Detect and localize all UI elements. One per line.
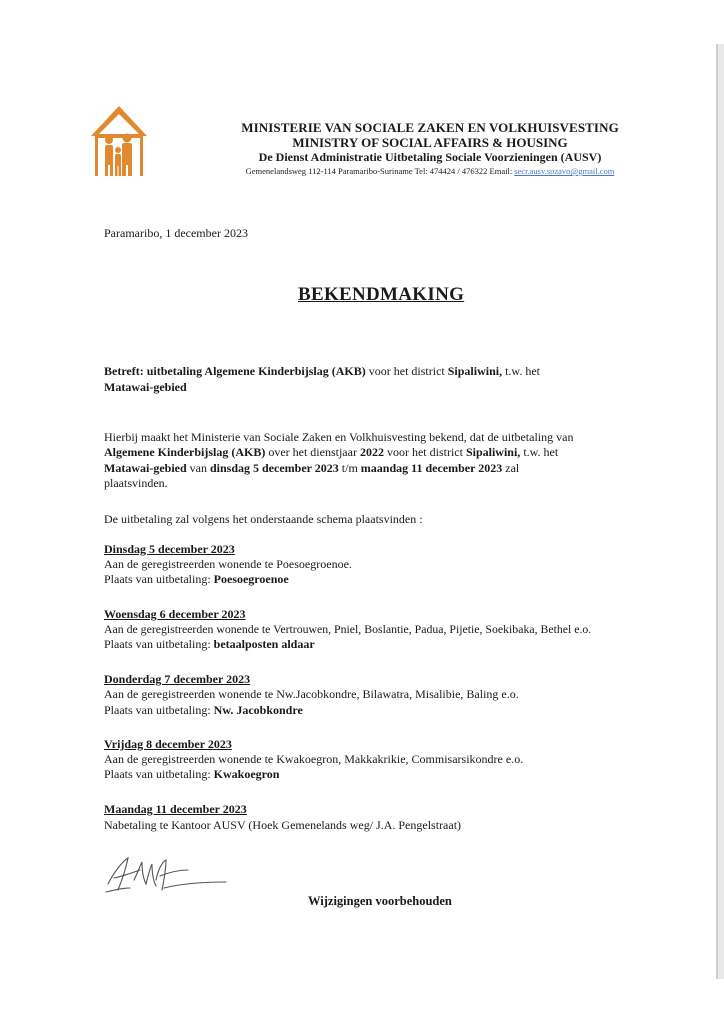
- subject-line-2: [104, 380, 187, 395]
- subject-bold-1: Betreft: uitbetaling Algemene Kinderbijslag (AKB): [104, 364, 366, 378]
- footer-note: Wijzigingen voorbehouden: [308, 894, 452, 908]
- intro-line-1: Hierbij maakt het Ministerie van Sociale Zaken en Volkhuisvesting bekend, dat de uitbetaling van: [104, 430, 574, 444]
- intro-bold-start-date: dinsdag 5 december 2023: [209, 461, 339, 475]
- intro-text-b: voor het district: [383, 445, 466, 459]
- address-line: [150, 165, 710, 177]
- subject-line-1: [104, 364, 540, 379]
- signature-image: [100, 850, 230, 898]
- schedule-line: Nabetaling te Kantoor AUSV (Hoek Gemenelands weg/ J.A. Pengelstraat): [104, 818, 462, 832]
- subject-text-2: t.w. het: [502, 364, 540, 378]
- place-value: Poesoegroenoe: [213, 572, 289, 586]
- place-value: betaalposten aldaar: [213, 637, 315, 651]
- intro-text-c: t.w. het: [520, 445, 559, 459]
- intro-bold-akb: Algemene Kinderbijslag (AKB): [104, 445, 266, 459]
- intro-line-3: [104, 461, 519, 476]
- letterhead: [150, 120, 710, 177]
- intro-bold-area: Matawai-gebied: [104, 461, 187, 475]
- intro-text-e: t/m: [338, 461, 361, 475]
- schedule-line: Aan de geregistreerden wonende te Kwakoegron, Makkakrikie, Commisarsikondre e.o.: [104, 752, 524, 766]
- schedule-line: Aan de geregistreerden wonende te Poesoegroenoe.: [104, 557, 352, 571]
- place-label: Plaats van uitbetaling:: [104, 637, 214, 651]
- schedule-line: Aan de geregistreerden wonende te Nw.Jacobkondre, Bilawatra, Misalibie, Baling e.o.: [104, 687, 519, 701]
- place-label: Plaats van uitbetaling:: [104, 767, 214, 781]
- ministry-name-dutch: MINISTERIE VAN SOCIALE ZAKEN EN VOLKHUISVESTING: [241, 120, 619, 135]
- intro-bold-year: 2022: [359, 445, 384, 459]
- subject-bold-2: Sipaliwini,: [447, 364, 503, 378]
- top-margin: [0, 0, 724, 44]
- place-value: Kwakoegron: [213, 767, 280, 781]
- schedule-place: [104, 572, 289, 587]
- subject-text-1: voor het district: [365, 364, 448, 378]
- email-link[interactable]: secr.ausv.sozavo@gmail.com: [514, 166, 615, 176]
- place-label: Plaats van uitbetaling:: [104, 572, 214, 586]
- page-title: BEKENDMAKING: [298, 284, 465, 305]
- place-label: Plaats van uitbetaling:: [104, 703, 214, 717]
- intro-bold-district: Sipaliwini,: [465, 445, 521, 459]
- schedule-intro: De uitbetaling zal volgens het onderstaande schema plaatsvinden :: [104, 512, 423, 526]
- intro-text-f: zal: [502, 461, 520, 475]
- intro-bold-end-date: maandag 11 december 2023: [360, 461, 503, 475]
- place-value: Nw. Jacobkondre: [213, 703, 303, 717]
- schedule-date: Woensdag 6 december 2023: [104, 607, 246, 621]
- ministry-name-english: MINISTRY OF SOCIAL AFFAIRS & HOUSING: [292, 135, 568, 150]
- intro-text-d: van: [186, 461, 210, 475]
- intro-text-a: over het dienstjaar: [265, 445, 360, 459]
- schedule-date: Maandag 11 december 2023: [104, 802, 247, 816]
- bottom-margin: [0, 979, 724, 1024]
- intro-line-4: plaatsvinden.: [104, 476, 168, 490]
- schedule-place: [104, 637, 315, 652]
- schedule-place: [104, 767, 279, 782]
- schedule-date: Vrijdag 8 december 2023: [104, 737, 232, 751]
- subject-bold-3: Matawai-gebied: [104, 380, 187, 394]
- department-name: De Dienst Administratie Uitbetaling Sociale Voorzieningen (AUSV): [258, 150, 602, 164]
- schedule-place: [104, 703, 303, 718]
- date-line: Paramaribo, 1 december 2023: [104, 226, 248, 240]
- intro-line-2: [104, 445, 558, 460]
- schedule-line: Aan de geregistreerden wonende te Vertrouwen, Pniel, Boslantie, Padua, Pijetie, Soekibaka, Bethel e.o.: [104, 622, 592, 636]
- schedule-date: Donderdag 7 december 2023: [104, 672, 251, 686]
- family-house-logo-icon: [89, 78, 149, 180]
- address-text: Gemenelandsweg 112-114 Paramaribo-Suriname Tel: 474424 / 476322 Email:: [245, 166, 513, 176]
- schedule-date: Dinsdag 5 december 2023: [104, 542, 235, 556]
